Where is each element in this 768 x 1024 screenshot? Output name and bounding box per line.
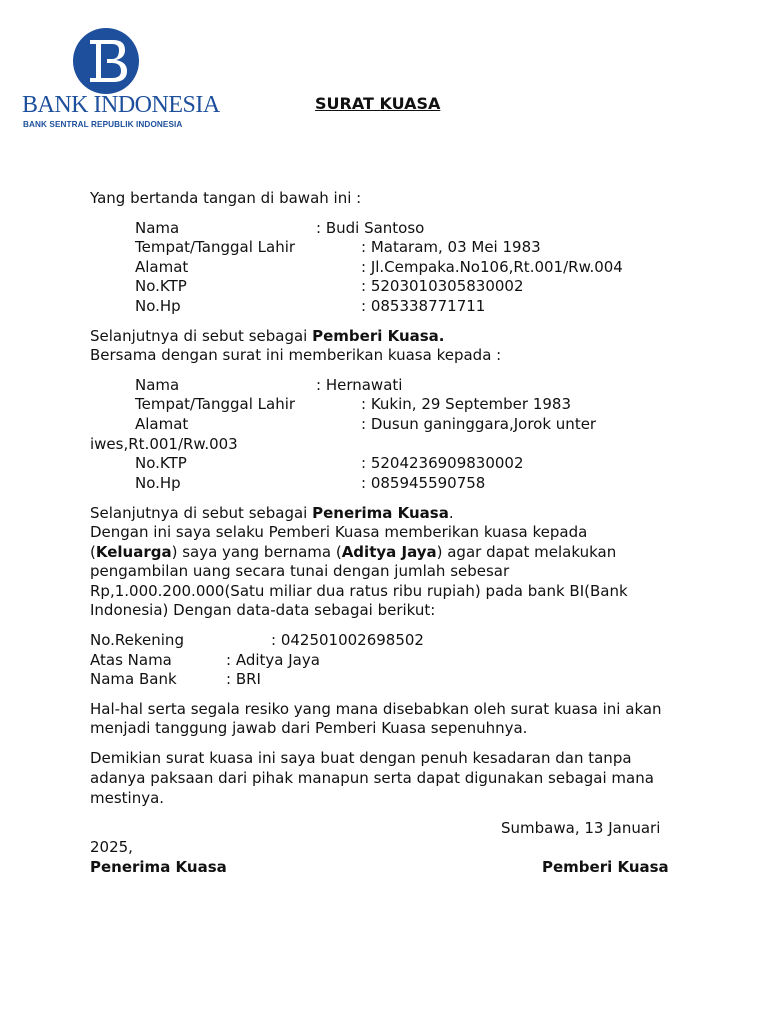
- grantor-note-prefix: Selanjutnya di sebut sebagai: [90, 327, 313, 345]
- transition-text: Bersama dengan surat ini memberikan kuasa kepada :: [90, 346, 502, 364]
- grantee-ktp-label: No.KTP: [135, 454, 187, 472]
- grantor-address-label: Alamat: [135, 258, 189, 276]
- grantee-address-value: : Dusun ganinggara,Jorok unter: [361, 415, 597, 433]
- signature-grantee-label: Penerima Kuasa: [90, 858, 227, 876]
- risk-line-2: menjadi tanggung jawab dari Pemberi Kuasa sepenuhnya.: [90, 719, 528, 737]
- grantee-note-prefix: Selanjutnya di sebut sebagai: [90, 504, 313, 522]
- signature-grantor-label: Pemberi Kuasa: [542, 858, 669, 876]
- body-line-5: Indonesia) Dengan data-data sebagai berikut:: [90, 601, 436, 619]
- relationship: Keluarga: [95, 543, 172, 561]
- account-bank-label: Nama Bank: [90, 670, 177, 688]
- bank-indonesia-logo: [14, 20, 220, 138]
- grantee-hp-value: : 085945590758: [361, 474, 486, 492]
- grantor-hp-value: : 085338771711: [361, 297, 486, 315]
- account-number-value: : 042501002698502: [271, 631, 424, 649]
- grantee-name-value: : Hernawati: [316, 376, 403, 394]
- logo-wordmark: BANK INDONESIA: [22, 92, 220, 118]
- account-holder-label: Atas Nama: [90, 651, 172, 669]
- date-line-2: 2025,: [90, 838, 133, 856]
- date-line-1: Sumbawa, 13 Januari: [501, 819, 661, 837]
- grantee-address-continuation: iwes,Rt.001/Rw.003: [90, 435, 238, 453]
- grantor-ktp-value: : 5203010305830002: [361, 277, 524, 295]
- grantee-ktp-value: : 5204236909830002: [361, 454, 524, 472]
- grantee-ttl-value: : Kukin, 29 September 1983: [361, 395, 572, 413]
- body-line-4: Rp,1.000.200.000(Satu miliar dua ratus ribu rupiah) pada bank BI(Bank: [90, 582, 628, 600]
- grantee-address-label: Alamat: [135, 415, 189, 433]
- grantor-ttl-value: : Mataram, 03 Mei 1983: [361, 238, 541, 256]
- grantor-name-value: : Budi Santoso: [316, 219, 425, 237]
- account-number-label: No.Rekening: [90, 631, 184, 649]
- body-line-2-a: (: [90, 543, 96, 561]
- grantee-hp-label: No.Hp: [135, 474, 181, 492]
- body-line-1: Dengan ini saya selaku Pemberi Kuasa memberikan kuasa kepada: [90, 523, 588, 541]
- representative-name: Aditya Jaya: [341, 543, 437, 561]
- body-line-2-e: ) agar dapat melakukan: [436, 543, 617, 561]
- body-line-2: [90, 542, 616, 562]
- grantor-ktp-label: No.KTP: [135, 277, 187, 295]
- grantee-note-role: Penerima Kuasa: [312, 504, 449, 522]
- intro-text: Yang bertanda tangan di bawah ini :: [90, 189, 362, 207]
- closing-line-1: Demikian surat kuasa ini saya buat dengan penuh kesadaran dan tanpa: [90, 749, 632, 767]
- account-bank-value: : BRI: [226, 670, 261, 688]
- logo-tagline: BANK SENTRAL REPUBLIK INDONESIA: [23, 120, 183, 129]
- grantee-ttl-label: Tempat/Tanggal Lahir: [135, 395, 296, 413]
- account-holder-value: : Aditya Jaya: [226, 651, 320, 669]
- grantor-address-value: : Jl.Cempaka.No106,Rt.001/Rw.004: [361, 258, 623, 276]
- grantor-hp-label: No.Hp: [135, 297, 181, 315]
- grantor-note: [90, 326, 445, 346]
- closing-line-3: mestinya.: [90, 789, 165, 807]
- grantor-name-label: Nama: [135, 219, 180, 237]
- grantor-ttl-label: Tempat/Tanggal Lahir: [135, 238, 296, 256]
- grantee-name-label: Nama: [135, 376, 180, 394]
- body-line-2-c: ) saya yang bernama (: [171, 543, 342, 561]
- grantee-note: [90, 503, 454, 523]
- grantor-note-role: Pemberi Kuasa.: [312, 327, 445, 345]
- document-title: SURAT KUASA: [315, 94, 441, 113]
- closing-line-2: adanya paksaan dari pihak manapun serta dapat digunakan sebagai mana: [90, 769, 654, 787]
- grantee-note-suffix: .: [448, 504, 454, 522]
- body-line-3: pengambilan uang secara tunai dengan jumlah sebesar: [90, 562, 510, 580]
- risk-line-1: Hal-hal serta segala resiko yang mana disebabkan oleh surat kuasa ini akan: [90, 700, 662, 718]
